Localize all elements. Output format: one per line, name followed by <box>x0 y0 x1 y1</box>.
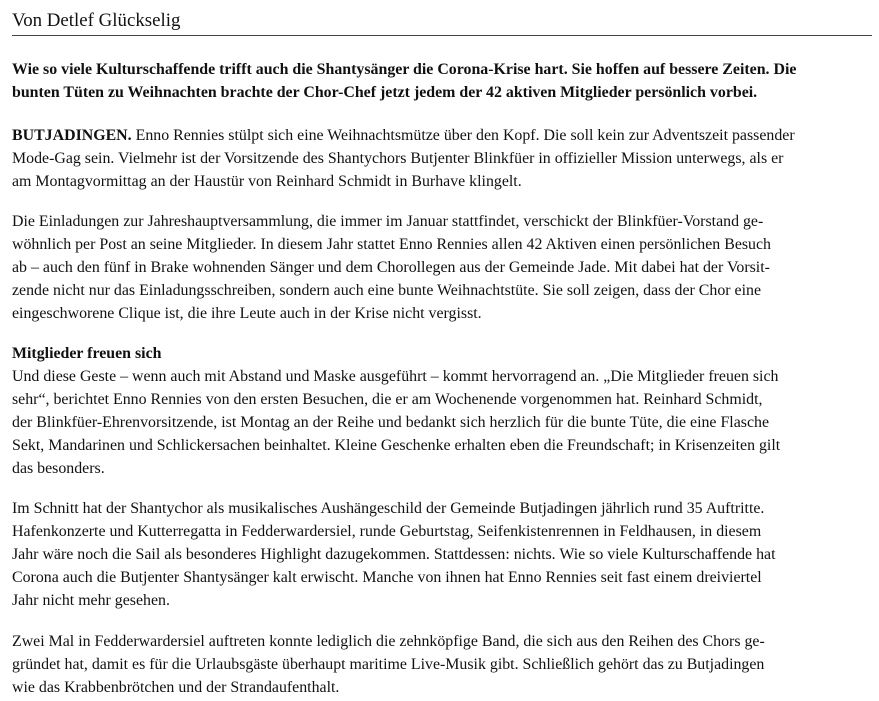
paragraph-line: Jahr wäre noch die Sail als besonderes Highlight dazugekommen. Stattdessen: nichts. Wie so viele Kulturschaffende hat <box>12 546 776 563</box>
paragraph-line: am Montagvormittag an der Haustür von Reinhard Schmidt in Burhave klingelt. <box>12 173 522 190</box>
paragraph-line: Sekt, Mandarinen und Schlickersachen beinhaltet. Kleine Geschenke erhalten eben die Freundschaft; in Krisenzeiten gilt <box>12 437 781 454</box>
paragraph-5 <box>12 630 878 699</box>
paragraph-line: Corona auch die Butjenter Shantysänger kalt erwischt. Manche von ihnen hat Enno Rennies seit fast einem dreiviertel <box>12 569 762 586</box>
dateline: BUTJADINGEN. <box>12 127 132 144</box>
paragraph-line: Und diese Geste – wenn auch mit Abstand und Maske ausgeführt – kommt hervorragend an. „Die Mitglieder freuen sich <box>12 368 779 385</box>
paragraph-1 <box>12 124 878 193</box>
paragraph-text: Enno Rennies stülpt sich eine Weihnachtsmütze über den Kopf. Die soll kein zur Adventszeit passender <box>131 127 795 144</box>
subheading: Mitglieder freuen sich <box>12 345 162 362</box>
paragraph-line <box>12 124 872 147</box>
paragraph-line: wie das Krabbenbrötchen und der Strandaufenthalt. <box>12 679 340 696</box>
paragraph-line: das besonders. <box>12 460 105 477</box>
paragraph-line: ab – auch den fünf in Brake wohnenden Sänger und dem Chorollegen aus der Gemeinde Jade. Mit dabei hat der Vorsit- <box>12 259 770 276</box>
lead-paragraph <box>12 58 878 104</box>
paragraph-line: zende nicht nur das Einladungsschreiben, sondern auch eine bunte Weihnachtstüte. Sie soll zeigen, dass der Chor eine <box>12 282 761 299</box>
paragraph-line: Zwei Mal in Fedderwardersiel auftreten konnte lediglich die zehnköpfige Band, die sich aus den Reihen des Chors ge- <box>12 633 765 650</box>
paragraph-line: gründet hat, damit es für die Urlaubsgäste überhaupt maritime Live-Musik gibt. Schließlich gehört das zu Butjadingen <box>12 656 765 673</box>
paragraph-line: Mode-Gag sein. Vielmehr ist der Vorsitzende des Shantychors Butjenter Blinkfüer in offizieller Mission unterwegs, als er <box>12 150 784 167</box>
paragraph-line: Im Schnitt hat der Shantychor als musikalisches Aushängeschild der Gemeinde Butjadingen jährlich rund 35 Auftritte. <box>12 500 765 517</box>
paragraph-line: der Blinkfüer-Ehrenvorsitzende, ist Montag an der Reihe und bedankt sich herzlich für die bunte Tüte, die eine Flasche <box>12 414 769 431</box>
lead-line: Wie so viele Kulturschaffende trifft auch die Shantysänger die Corona-Krise hart. Sie hoffen auf bessere Zeiten. Die <box>12 61 797 78</box>
lead-line: bunten Tüten zu Weihnachten brachte der Chor-Chef jetzt jedem der 42 aktiven Mitglieder persönlich vorbei. <box>12 84 758 101</box>
paragraph-line: eingeschworene Clique ist, die ihre Leute auch in der Krise nicht vergisst. <box>12 305 482 322</box>
paragraph-line: Jahr nicht mehr gesehen. <box>12 592 170 609</box>
paragraph-4 <box>12 497 878 612</box>
paragraph-line: sehr“, berichtet Enno Rennies von den ersten Besuchen, die er am Wochenende vorgenommen hat. Reinhard Schmidt, <box>12 391 763 408</box>
paragraph-line: Die Einladungen zur Jahreshauptversammlung, die immer im Januar stattfindet, verschickt der Blinkfüer-Vorstand ge- <box>12 213 764 230</box>
paragraph-line: Hafenkonzerte und Kutterregatta in Fedderwardersiel, runde Geburtstag, Seifenkistenrennen in Feldhausen, in diesem <box>12 523 762 540</box>
paragraph-2 <box>12 210 878 325</box>
byline: Von Detlef Glückselig <box>12 6 872 36</box>
paragraph-line: wöhnlich per Post an seine Mitglieder. In diesem Jahr stattet Enno Rennies allen 42 Aktiven einen persönlichen Besuch <box>12 236 772 253</box>
paragraph-3 <box>12 365 878 480</box>
